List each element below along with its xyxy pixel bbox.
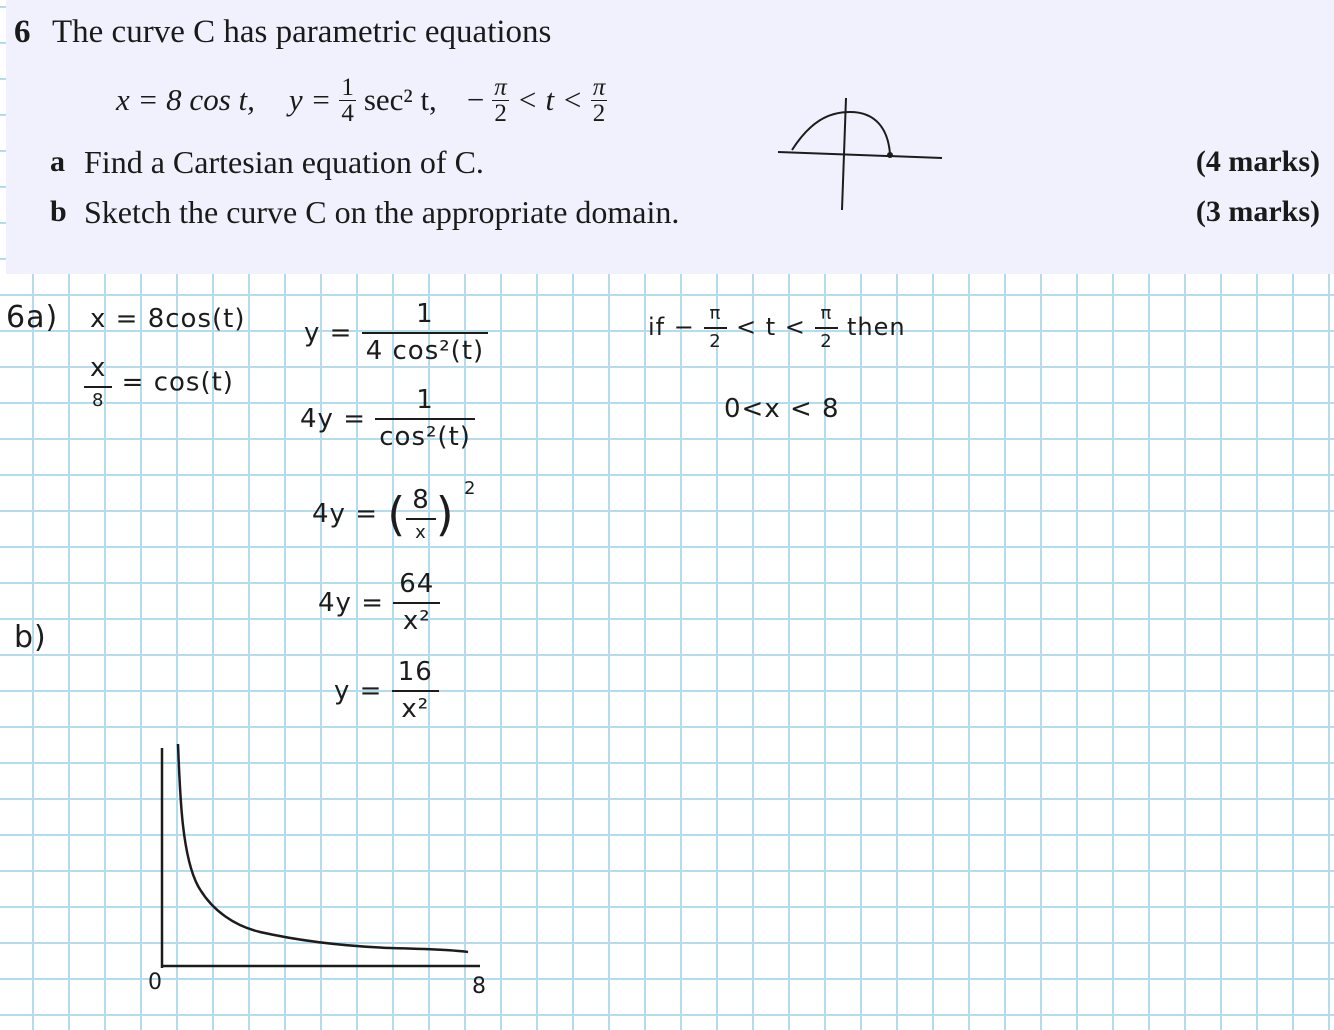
y-equation-lhs: y = (288, 82, 332, 117)
frac-num: 1 (375, 386, 475, 420)
frac-den: x² (401, 693, 430, 724)
answer-label-b: b) (14, 620, 47, 655)
y-equation-sec: sec² t, (363, 82, 437, 117)
frac-den: cos²(t) (379, 421, 471, 452)
frac (392, 658, 439, 725)
answer-line-1: x = 8cos(t) (90, 304, 246, 334)
cos-t: = cos(t) (121, 367, 234, 398)
x-domain: 0<x < 8 (724, 394, 840, 424)
frac-den: 8 (91, 389, 105, 411)
then-word: then (847, 313, 906, 342)
lhs: y = (334, 675, 383, 706)
frac-den: x² (402, 605, 431, 636)
y-step-3: 4y = ( $\frac{8}{x}$ ) $^2$ (312, 478, 477, 543)
frac (406, 486, 436, 544)
pi-over-2 (815, 304, 839, 352)
frac-den: 4 cos²(t) (365, 335, 485, 366)
question-number: 6 (14, 14, 31, 50)
y-step-2 (300, 386, 475, 453)
pi-numerator: π (494, 73, 507, 101)
pi-over-2 (591, 75, 608, 126)
two-denominator: 2 (592, 99, 606, 127)
lhs: 4y = (300, 403, 366, 434)
question-stem: The curve C has parametric equations (52, 14, 552, 50)
two-denominator: 2 (494, 99, 507, 127)
two: 2 (820, 330, 833, 352)
neg-pi-over-2 (492, 75, 509, 126)
x-over-8 (84, 354, 112, 412)
part-a-label: a (50, 145, 65, 178)
small-sketch (770, 92, 950, 216)
frac-num: 8 (406, 486, 436, 520)
part-b-marks: (3 marks) (1195, 195, 1320, 228)
frac (393, 570, 440, 637)
y-step-1 (304, 300, 488, 367)
two: 2 (709, 330, 722, 352)
curve-sketch (140, 736, 500, 1006)
domain-minus: − (466, 82, 485, 117)
x-equation: x = 8 cos t, (116, 82, 255, 117)
frac-num: 16 (392, 658, 439, 692)
y-step-4 (318, 570, 440, 637)
question-panel (6, 0, 1334, 274)
lhs: 4y = (318, 587, 384, 618)
quarter-fraction (339, 75, 356, 126)
part-a-marks: (4 marks) (1195, 145, 1320, 178)
answer-line-2 (84, 354, 234, 412)
frac (375, 386, 475, 453)
pi-numerator: π (592, 73, 606, 101)
if-word: if (648, 313, 666, 342)
t-range: < t < (516, 82, 583, 117)
domain-condition (648, 304, 906, 352)
answer-label-a: 6a) (6, 300, 59, 335)
pi-over-2 (704, 304, 728, 352)
parametric-equations (116, 64, 607, 136)
pi: π (704, 304, 728, 329)
exponent: 2 (463, 478, 477, 499)
y-step-5 (334, 658, 439, 725)
lhs: y = (304, 317, 353, 348)
fraction-numerator: 1 (341, 73, 354, 101)
frac-num: 1 (362, 300, 488, 334)
fraction-denominator: 4 (341, 99, 354, 127)
frac-den: x (415, 521, 427, 543)
graph-x-end-label: 8 (472, 974, 487, 999)
frac (362, 300, 488, 367)
part-b-label: b (50, 195, 67, 228)
lhs: 4y = (312, 499, 378, 529)
graph-origin-label: 0 (148, 970, 163, 995)
t-range: < t < (736, 313, 806, 342)
part-a-text: Find a Cartesian equation of C. (84, 144, 484, 180)
part-b-text: Sketch the curve C on the appropriate domain. (84, 194, 680, 230)
frac-num: 64 (393, 570, 440, 604)
minus: − (673, 313, 695, 342)
pi: π (815, 304, 839, 329)
frac-num: x (84, 354, 112, 388)
